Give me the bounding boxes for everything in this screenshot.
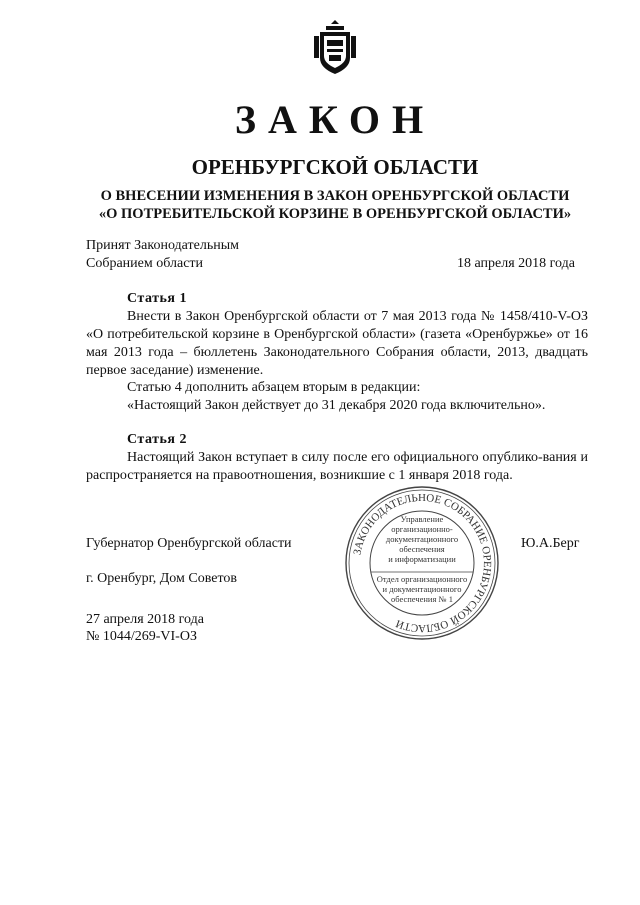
coat-of-arms-icon xyxy=(312,18,358,76)
law-number: № 1044/269-VI-ОЗ xyxy=(86,629,197,644)
stamp-line: Отдел организационного xyxy=(376,574,468,584)
article-1-line: Статью 4 дополнить абзацем вторым в редакции: xyxy=(127,380,421,395)
article-1-heading: Статья 1 xyxy=(127,291,187,306)
subtitle-line: «О ПОТРЕБИТЕЛЬСКОЙ КОРЗИНЕ В ОРЕНБУРГСКОЙ ОБЛАСТИ» xyxy=(98,206,572,222)
article-2-heading: Статья 2 xyxy=(127,432,187,447)
article-1-text: Внести в Закон Оренбургской области от 7 мая 2013 года № 1458/410-V-ОЗ «О потребительской корзине в Оренбургской области» (газета «Оренбуржье» от 16 мая 2013 года – бюллетень Законодательного Собрания области, 2013, двадцать первое заседание) изменение. xyxy=(86,309,588,378)
law-subtitle xyxy=(0,187,640,223)
governor-title: Губернатор Оренбургской области xyxy=(86,536,292,551)
region-title: ОРЕНБУРГСКОЙ ОБЛАСТИ xyxy=(191,155,479,179)
article-1-quote: «Настоящий Закон действует до 31 декабря 2020 года включительно». xyxy=(127,398,546,413)
stamp-inner-text xyxy=(368,574,476,604)
stamp-line: и информатизации xyxy=(388,554,456,564)
stamp-line: организационно- xyxy=(391,524,453,534)
subtitle-line: О ВНЕСЕНИИ ИЗМЕНЕНИЯ В ЗАКОН ОРЕНБУРГСКОЙ ОБЛАСТИ xyxy=(100,188,570,204)
stamp-ring-text: ЗАКОНОДАТЕЛЬНОЕ СОБРАНИЕ ОРЕНБУРГСКОЙ ОБЛАСТИ xyxy=(351,491,494,635)
stamp-line: Управление xyxy=(400,514,444,524)
signing-date: 27 апреля 2018 года xyxy=(86,612,204,627)
adopted-by-text: Собранием области xyxy=(86,256,204,271)
article-1-paragraph xyxy=(86,308,588,380)
governor-name: Ю.А.Берг xyxy=(521,536,580,551)
article-2-paragraph xyxy=(86,449,588,485)
adopted-by-text: Принят Законодательным xyxy=(86,238,239,253)
stamp-line: обеспечения xyxy=(399,544,445,554)
stamp-line: документационного xyxy=(385,534,459,544)
signing-place: г. Оренбург, Дом Советов xyxy=(86,571,237,586)
adopted-date: 18 апреля 2018 года xyxy=(457,256,575,271)
stamp-line: обеспечения № 1 xyxy=(391,594,453,604)
document-title: ЗАКОН xyxy=(234,97,436,142)
stamp-inner-text xyxy=(368,514,476,564)
article-2-text: Настоящий Закон вступает в силу после его официального опублико-вания и распространяется на правоотношения, возникшие с 1 января 2018 года. xyxy=(86,450,588,483)
stamp-line: и документационного xyxy=(382,584,462,594)
